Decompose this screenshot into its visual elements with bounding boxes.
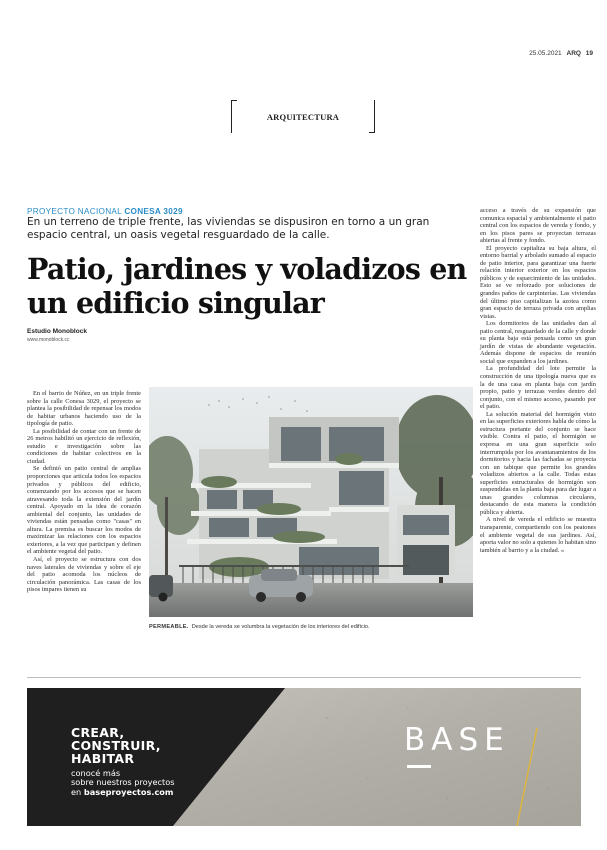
ad-sub-line: conocé más [71,768,121,778]
folio-date: 25.05.2021 [529,50,562,57]
advertisement-banner[interactable] [27,688,581,826]
section-label-box [231,100,375,133]
paragraph: La solución material del hormigón visto en las superficies exteriores habla de cómo la estructura portante del conjunto se hace visible. Contra el patio, el hormigón se expresa en una gran superficie solo interrumpida por los avantanamientos de los dormitorios y hacia las fachadas se proyecta con un tabique que permite los grandes voladizos abiertos a la calle. Todas estas superficies estructurales de hormigón son suspendidas en la planta baja para dar lugar a unas grandes columnas circulares, destacando de esta manera la condición pública y abierta. [480,410,596,516]
folio-page: 19 [585,50,593,57]
paragraph: El proyecto capitaliza su baja altura, el entorno barrial y arbolado sumado al espacio de patio interior, para garantizar una fuerte relación interior exterior en los espacios públicos y de esparcimiento de las unidades. Esto se ve reforzado por soluciones de grandes paños de carpinterías. Las viviendas del último piso capitalizan la azotea como gran espacio de terraza privada con amplias vistas. [480,244,596,320]
photo-caption [149,624,473,630]
ad-sub-line-link [71,788,175,797]
ad-subtext [71,769,175,797]
paragraph: Se definió un patio central de amplias proporciones que articula todos los espacios privados y públicos del edificio, comenzando por los accesos que se hacen atravesando toda la extensión del jardín central. Apoyado en la idea de corazón ambiental del conjunto, las unidades de viviendas están pensadas como "casas" en altura. La premisa es buscar los modos de maximizar las relaciones con los espacios exteriores, a la vez que participan y definen el ambiente vegetal del patio. [27,465,141,556]
paragraph: Así, el proyecto se estructura con dos naves laterales de viviendas y sobre el eje del patio acomoda los núcleos de circulación panorámica. Las casas de los pisos impares tienen su [27,556,141,594]
caption-label: PERMEABLE. [149,624,189,630]
paragraph: La profundidad del lote permite la construcción de una tipología nueva que es la de una casa en planta baja con jardín propio, patio y terrazas verdes dentro del conjunto, con el mismo acceso, pasando por el patio. [480,365,596,411]
article-headline: Patio, jardines y voladizos en un edificio singular [27,252,467,320]
ad-sub-line: sobre nuestros proyectos [71,777,175,788]
kicker-section: PROYECTO NACIONAL [27,207,122,216]
building-rendering-photo [149,387,473,617]
body-column-right [480,207,596,554]
ad-website-link[interactable]: baseproyectos.com [83,786,174,797]
article-deck: En un terreno de triple frente, las viviendas se dispusiron en torno a un gran espacio central, un oasis vegetal resguardado de la calle. [27,216,430,241]
paragraph: acceso a través de su expansión que comunica espacial y ambientalmente el patio central con los espacios de vereda y fondo, y en los pisos pares se proyectan terrazas abiertas al frente y fondo. [480,207,596,245]
paragraph: A nivel de vereda el edificio se muestra transparente, compartiendo con los peatones el ambiente vegetal de sus jardines. Así, aporta valor no solo a quienes lo habitan sino también al barrio y a la ciudad. « [480,516,596,554]
byline-url[interactable]: www.monoblock.cc [27,337,70,343]
ad-headline-line: CONSTRUIR, [71,738,161,753]
paragraph: La posibilidad de contar con un frente de 26 metros habilitó un ejercicio de reflexión, estudio e investigación sobre las condiciones de habitar colectivos en la ciudad. [27,427,141,465]
ad-headline-line: HABITAR [71,751,135,766]
section-label: ARQUITECTURA [266,112,340,122]
building-illustration [149,387,473,617]
caption-text: Desde la vereda se volumbra la vegetación de los interiores del edificio. [191,624,370,630]
kicker [27,207,183,216]
body-column-left [27,390,141,594]
kicker-project: CONESA 3029 [124,207,183,216]
divider [27,677,581,678]
ad-brand-logo: BASE [404,722,510,758]
page-folio [529,50,593,57]
ad-brand-underline [407,765,431,768]
paragraph: Los dormitorios de las unidades dan al patio central, resguardado de la calle y donde su planta baja está pensada como un gran jardín de vistas de abundante vegetación. Además dispone de espacios de reunión social que expanden a los jardines. [480,320,596,365]
paragraph: En el barrio de Núñez, en un triple frente sobre la calle Conesa 3029, el proyecto se plantea la posibilidad de repensar los modos de habitar urbanos haciendo uso de la tipología de patio. [27,390,141,428]
ad-sub-prefix: en [71,786,82,797]
folio-section: ARQ [566,50,581,57]
ad-headline-line: CREAR, [71,725,125,740]
byline-author: Estudio Monoblock [27,328,87,335]
ad-headline [71,726,161,765]
